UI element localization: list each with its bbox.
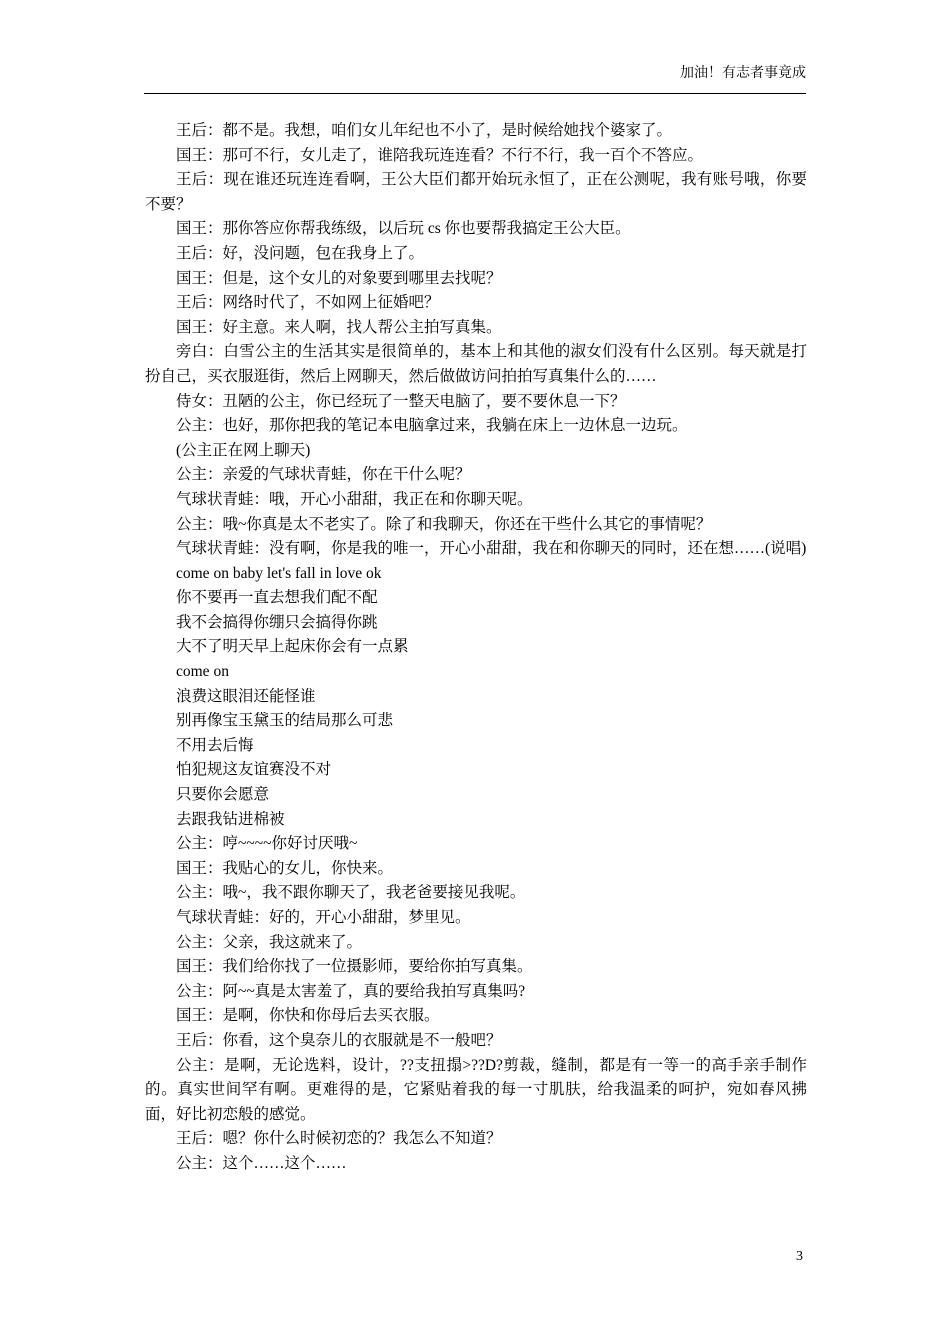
paragraph: 国王：那可不行，女儿走了，谁陪我玩连连看？不行不行，我一百个不答应。: [176, 146, 704, 164]
paragraph: 王后：网络时代了，不如网上征婚吧？: [176, 294, 440, 312]
paragraph: 气球状青蛙：哦，开心小甜甜，我正在和你聊天呢。: [176, 490, 533, 508]
paragraph: 侍女：丑陋的公主，你已经玩了一整天电脑了，要不要休息一下？: [176, 392, 626, 410]
paragraph: 国王：我们给你找了一位摄影师，要给你拍写真集。: [176, 958, 533, 976]
paragraph: 公主：阿~~真是太害羞了，真的要给我拍写真集吗?: [176, 982, 526, 1000]
paragraph: 国王：是啊，你快和你母后去买衣服。: [176, 1007, 440, 1025]
paragraph: 王后：现在谁还玩连连看啊，王公大臣们都开始玩永恒了，正在公测呢，我有账号哦，你要不要？: [145, 171, 807, 213]
paragraph: 公主：是啊，无论选料，设计，??支扭搨>??D?剪裁，缝制，都是有一等一的高手亲手制作的。真实世间罕有啊。更难得的是，它紧贴着我的每一寸肌肤，给我温柔的呵护，宛如春风拂面，好比初恋般的感觉。: [145, 1056, 807, 1123]
lyric-line: 只要你会愿意: [176, 786, 270, 804]
stage-direction: (公主正在网上聊天): [176, 441, 311, 459]
paragraph: 公主：哼~~~~你好讨厌哦~: [176, 835, 358, 853]
paragraph: 旁白：白雪公主的生活其实是很简单的，基本上和其他的淑女们没有什么区别。每天就是打扮自己，买衣服逛街，然后上网聊天，然后做做访问拍拍写真集什么的……: [145, 343, 807, 385]
paragraph: 国王：好主意。来人啊，找人帮公主拍写真集。: [176, 318, 502, 336]
lyric-line: 不用去后悔: [176, 736, 254, 754]
paragraph: 公主：亲爱的气球状青蛙，你在干什么呢？: [176, 466, 471, 484]
page-header: 加油！有志者事竟成: [680, 66, 806, 81]
lyric-line: 怕犯规这友谊赛没不对: [176, 761, 332, 779]
lyric-line: 大不了明天早上起床你会有一点累: [176, 638, 409, 656]
paragraph: 气球状青蛙：没有啊，你是我的唯一，开心小甜甜，我在和你聊天的同时，还在想……(说唱): [176, 540, 807, 558]
paragraph: 王后：嗯？你什么时候初恋的？我怎么不知道？: [176, 1130, 502, 1148]
paragraph: 国王：那你答应你帮我练级，以后玩 cs 你也要帮我搞定王公大臣。: [176, 220, 631, 238]
page-number: 3: [796, 1249, 803, 1264]
header-divider: [144, 93, 806, 94]
lyric-line: come on: [176, 663, 229, 681]
paragraph: 王后：你看，这个臭奈儿的衣服就是不一般吧？: [176, 1031, 502, 1049]
body-text: [145, 119, 807, 1177]
paragraph: 国王：我贴心的女儿，你快来。: [176, 859, 394, 877]
paragraph: 公主：哦~，我不跟你聊天了，我老爸要接见我呢。: [176, 884, 526, 902]
lyric-line: come on baby let's fall in love ok: [176, 564, 382, 582]
paragraph: 公主：也好，那你把我的笔记本电脑拿过来，我躺在床上一边休息一边玩。: [176, 417, 688, 435]
paragraph: 气球状青蛙：好的，开心小甜甜，梦里见。: [176, 909, 471, 926]
paragraph: 王后：都不是。我想，咱们女儿年纪也不小了，是时候给她找个婆家了。: [176, 122, 673, 139]
lyric-line: 你不要再一直去想我们配不配: [176, 589, 378, 607]
paragraph: 公主：这个……这个……: [176, 1154, 347, 1172]
lyric-line: 我不会搞得你绷只会搞得你跳: [176, 613, 378, 631]
paragraph: 公主：哦~你真是太不老实了。除了和我聊天，你还在干些什么其它的事情呢？: [176, 515, 712, 533]
lyric-line: 浪费这眼泪还能怪谁: [176, 687, 316, 705]
paragraph: 王后：好，没问题，包在我身上了。: [176, 244, 425, 262]
lyric-line: 别再像宝玉黛玉的结局那么可悲: [176, 712, 394, 730]
paragraph: 国王：但是，这个女儿的对象要到哪里去找呢？: [176, 269, 502, 287]
lyric-line: 去跟我钻进棉被: [176, 810, 285, 828]
paragraph: 公主：父亲，我这就来了。: [176, 933, 363, 951]
